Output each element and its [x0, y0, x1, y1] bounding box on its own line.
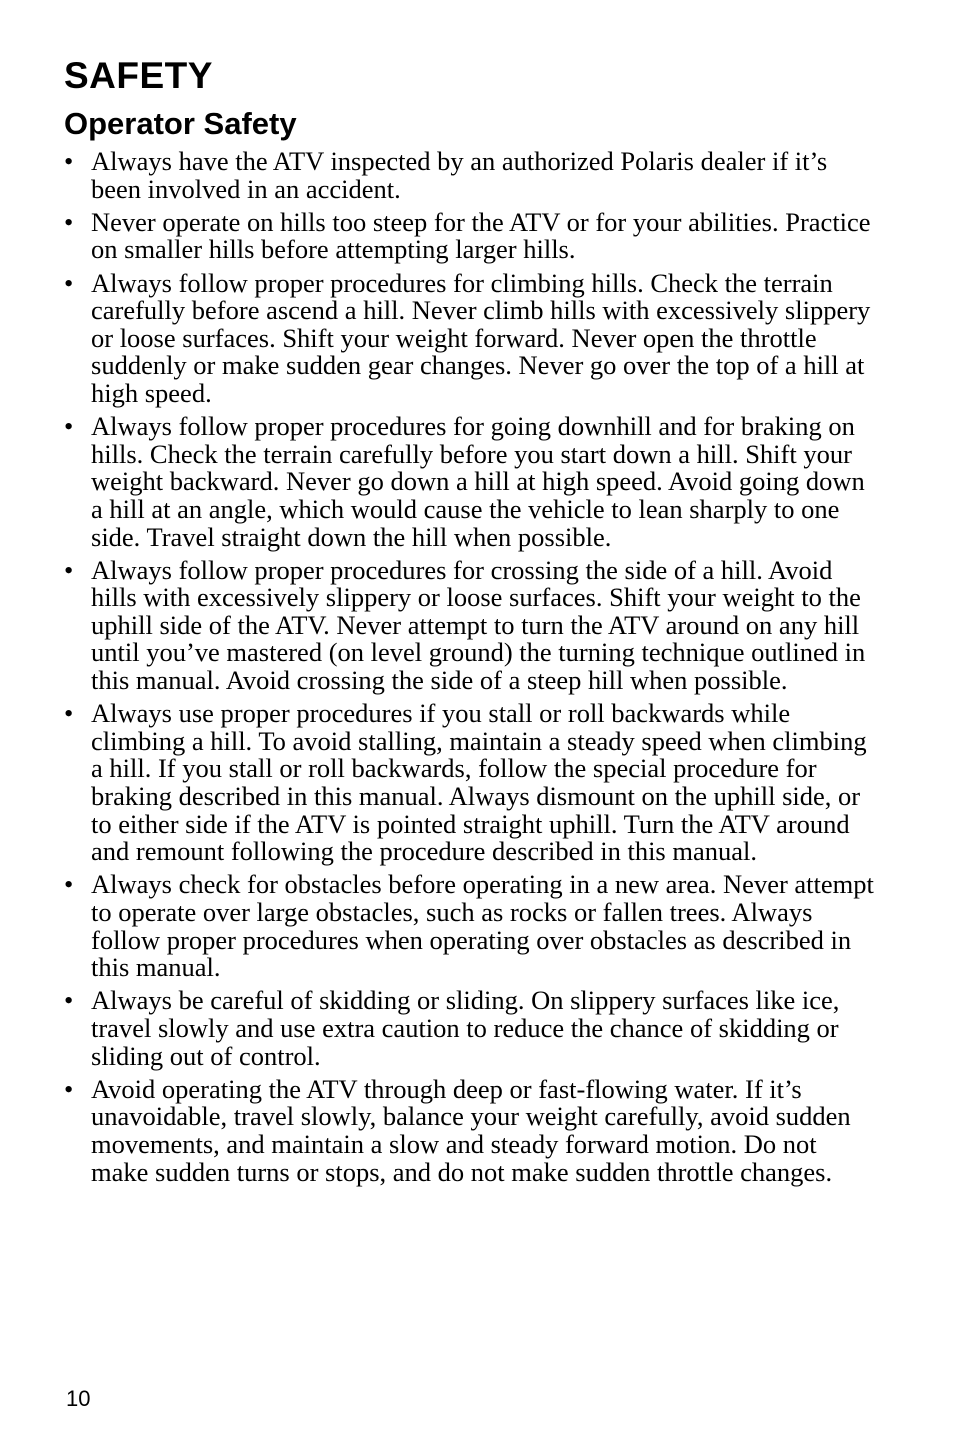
bullet-text: Always follow proper procedures for going downhill and for braking on hills. Check the terrain carefully before you start down a hill. Shift your weight backward. Never go down a hill at high speed. Avoid going down a hill at an angle, which would cause the vehicle to lean sharply to one side. Travel straight down the hill when possible. [91, 411, 865, 552]
bullet-icon: • [64, 267, 74, 298]
subsection-title: Operator Safety [64, 106, 297, 141]
section-title: SAFETY [64, 55, 213, 96]
bullet-icon: • [64, 698, 74, 729]
bullet-text: Never operate on hills too steep for the ATV or for your abilities. Practice on smaller hills before attempting larger hills. [91, 206, 871, 265]
list-item [64, 267, 876, 408]
bullet-icon: • [64, 206, 74, 237]
list-item [64, 206, 876, 265]
bullet-icon: • [64, 985, 74, 1016]
list-item [64, 987, 876, 1070]
bullet-text: Always be careful of skidding or sliding. On slippery surfaces like ice, travel slowly and use extra caution to reduce the chance of skidding or sliding out of control. [91, 985, 840, 1071]
bullet-icon: • [64, 554, 74, 585]
bullet-text: Avoid operating the ATV through deep or fast-flowing water. If it’s unavoidable, travel slowly, balance your weight carefully, avoid sudden movements, and maintain a slow and steady forward motion. Do not make sudden turns or stops, and do not make sudden throttle changes. [91, 1073, 851, 1187]
bullet-text: Always have the ATV inspected by an authorized Polaris dealer if it’s been involved in an accident. [91, 146, 828, 204]
bullet-icon: • [64, 1073, 74, 1104]
bullet-icon: • [64, 146, 74, 176]
bullet-icon: • [64, 869, 74, 900]
safety-bullet-list [64, 148, 876, 1192]
bullet-text: Always follow proper procedures for crossing the side of a hill. Avoid hills with excessively slippery or loose surfaces. Shift your weight to the uphill side of the ATV. Never attempt to turn the ATV around on any hill until you’ve mastered (on level ground) the turning technique outlined in this manual. Avoid crossing the side of a steep hill when possible. [91, 554, 866, 696]
list-item [64, 871, 876, 981]
list-item [64, 700, 876, 866]
list-item [64, 148, 876, 203]
bullet-text: Always check for obstacles before operating in a new area. Never attempt to operate over large obstacles, such as rocks or fallen trees. Always follow proper procedures when operating over obstacles as described in this manual. [91, 869, 874, 983]
list-item [64, 413, 876, 551]
bullet-text: Always follow proper procedures for climbing hills. Check the terrain carefully before ascend a hill. Never climb hills with excessively slippery or loose surfaces. Shift your weight forward. Never open the throttle suddenly or make sudden gear changes. Never go over the top of a hill at high speed. [91, 267, 871, 408]
bullet-icon: • [64, 411, 74, 442]
list-item [64, 554, 876, 696]
page-number: 10 [66, 1386, 91, 1411]
bullet-text: Always use proper procedures if you stall or roll backwards while climbing a hill. To avoid stalling, maintain a steady speed when climbing a hill. If you stall or roll backwards, follow the special procedure for braking described in this manual. Always dismount on the uphill side, or to either side if the ATV is pointed straight uphill. Turn the ATV around and remount following the procedure described in this manual. [91, 698, 867, 867]
list-item [64, 1073, 876, 1187]
